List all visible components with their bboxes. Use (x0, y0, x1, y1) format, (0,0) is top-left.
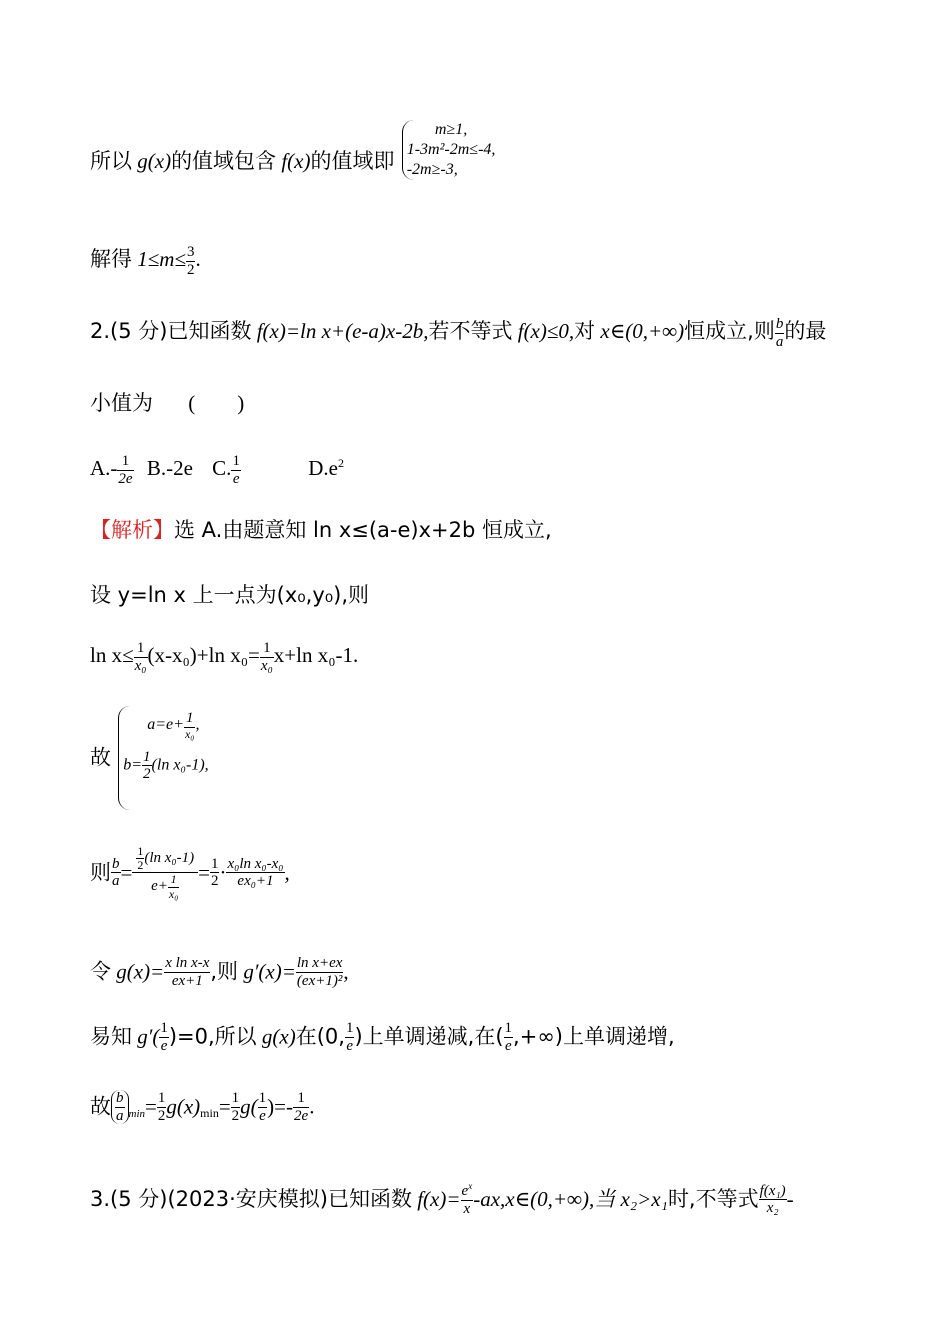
text: 的值域即 (310, 148, 395, 173)
compound-fraction: $\frac{1}{2}$ (ln x₀-1) e+ $\frac{1}{\text{x₀}}$ (132, 845, 198, 901)
text: 所以 (90, 148, 132, 173)
option-b: B.-2e (146, 455, 193, 480)
system-row: -2m≥-3, (406, 161, 458, 178)
equation-system (402, 120, 496, 180)
fraction-b-over-a: $\frac{b}{a}$ (775, 316, 784, 350)
math-expr: 1≤m≤ (137, 246, 186, 271)
math-f: f(x) (281, 148, 311, 173)
fraction: $\frac{3}{2}$ (186, 244, 195, 278)
line-range-inclusion (90, 121, 496, 180)
analysis-line2: 设 y=ln x 上一点为(x₀,y₀),则 (90, 583, 370, 607)
analysis-line1: 【解析】选 A.由题意知 ln x≤(a-e)x+2b 恒成立, (90, 518, 552, 542)
text: 解得 (90, 246, 132, 271)
text: 的值域包含 (171, 148, 277, 173)
option-d: $D.e^2$ (308, 455, 344, 480)
question-head: 3.(5 分)(2023·安庆模拟)已知函数 (90, 1187, 412, 1211)
math-g: g(x) (137, 148, 172, 173)
analysis-line7: 易知 g′( $\frac{1}{e}$ )=0,所以 g(x)在(0, $\frac{1}{e}$ )上单调递减,在( $\frac{1}{e}$ ,+∞)上单调递增, (90, 1020, 675, 1054)
options (90, 453, 344, 487)
equation-system: a=e+ $\frac{1}{\text{x₀}}$ , b= $\frac{1}{2}$ (ln x₀-1), (118, 706, 208, 810)
line-solve-result: 解得 1≤m≤ $\frac{3}{2}$ . (90, 244, 201, 278)
question-3-line1: 3.(5 分)(2023·安庆模拟)已知函数 f(x)= $\frac{e^x}{x}$ -ax,x∈(0,+∞),当 x₂>x₁时,不等式 $\frac{\text{f(x₁)}}{\text{x₂}}$ - (90, 1181, 794, 1217)
option-c: C. $\frac{1}{e}$ (212, 453, 240, 487)
analysis-line8: 故 $\frac{b}{a}$ $_{min}$= $\frac{1}{2}$ $g(x)_{min}=$ $\frac{1}{2}$ g( $\frac{1}{e}$ )=- $\frac{1}{2e}$ . (90, 1090, 315, 1124)
analysis-line5: 则 $\frac{b}{a}$ = $\frac{1}{2}$ (ln x₀-1) e+ $\frac{1}{\text{x₀}}$ = $\frac{1}{2}$ · $\frac{\text{x₀ln x₀-x₀}}{\text{ex₀+1}}$ , (90, 844, 290, 901)
analysis-line3: ln x≤ $\frac{1}{\text{x₀}}$ (x-x₀)+ln x₀= $\frac{1}{\text{x₀}}$ x+ln x₀-1. (90, 640, 359, 674)
system-row: m≥1, (434, 121, 468, 138)
option-a: A.- $\frac{1}{2e}$ (90, 453, 133, 487)
analysis-tag: 【解析】 (90, 518, 174, 542)
analysis-line6: 令 g(x)= $\frac{\text{x ln x-x}}{ex+1}$ ,则 g′(x)= $\frac{\text{ln x+ex}}{\text{(ex+1)²}}$ , (90, 955, 349, 989)
question-2-line1: 2.(5 分)已知函数 f(x)=ln x+(e-a)x-2b,若不等式 f(x)≤0,对 x∈(0,+∞)恒成立,则 $\frac{b}{a}$ 的最 (90, 316, 827, 350)
question-head: 2.(5 分)已知函数 (90, 318, 252, 343)
answer-blank: ( ) (188, 391, 245, 415)
math-func: f(x)=ln x+(e-a)x-2b, (256, 318, 429, 343)
question-2-line2: 小值为 ( ) (90, 391, 245, 415)
system-row: 1-3m²-2m≤-4, (406, 141, 496, 158)
analysis-line4: 故 a=e+ $\frac{1}{\text{x₀}}$ , b= $\frac{1}{2}$ (ln x₀-1), (90, 706, 209, 810)
